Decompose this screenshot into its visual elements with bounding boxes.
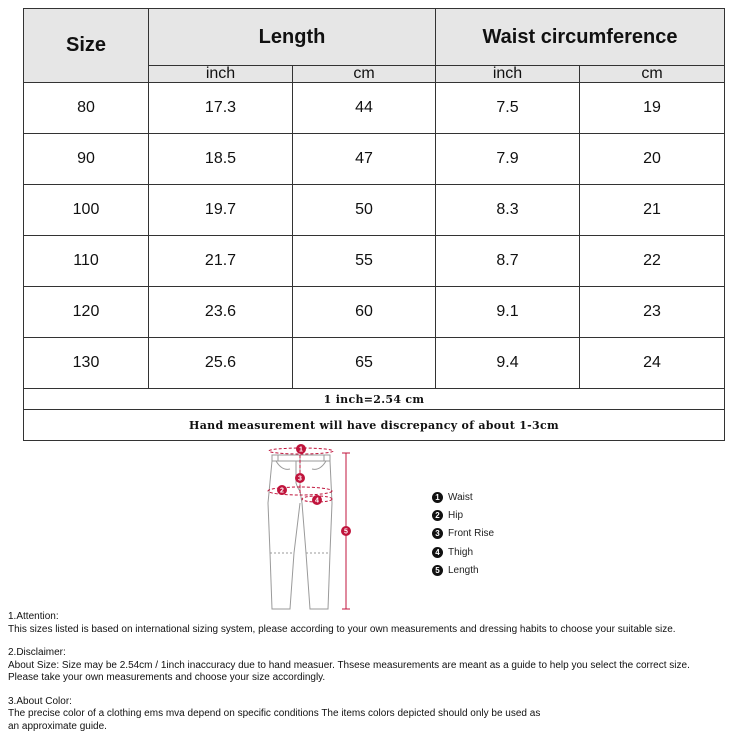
waist-inch-cell: 9.4 [436,338,580,389]
legend-item [432,506,494,524]
legend-item [432,543,494,561]
length-inch-cell: 18.5 [149,134,293,185]
attention-title: 1.Attention: [8,611,59,622]
table-row [24,338,725,389]
number-icon: 1 [432,492,443,503]
table-row [24,236,725,287]
waist-header: Waist circumference [436,9,725,66]
marker-label: 4 [315,497,319,505]
color-title: 3.About Color: [8,695,72,707]
length-cm-cell: 50 [293,185,436,236]
disclaimer-title: 2.Disclaimer: [8,647,66,658]
legend-label: Thigh [448,546,474,558]
size-cell: 100 [24,185,149,236]
waist-cm-cell: 20 [580,134,725,185]
legend-item [432,561,494,579]
size-cell: 90 [24,134,149,185]
length-inch-cell: 23.6 [149,287,293,338]
length-inch-cell: 17.3 [149,83,293,134]
length-inch-cell: 21.7 [149,236,293,287]
color-text: The precise color of a clothing ems mva depend on specific conditions The items colors depicted should only be used as [8,708,541,719]
notes-section [8,611,748,733]
legend-label: Length [448,564,479,576]
color-text: an approximate guide. [8,720,107,732]
legend-item [432,488,494,506]
size-cell: 80 [24,83,149,134]
size-cell: 130 [24,338,149,389]
size-cell: 120 [24,287,149,338]
marker-label: 1 [299,446,303,454]
header-row [24,9,725,66]
length-cm-cell: 55 [293,236,436,287]
attention-text: This sizes listed is based on international sizing system, please according to your own measurements and dressing habits to choose your suitable size. [8,623,676,635]
measurement-legend [432,488,494,579]
number-icon: 3 [432,528,443,539]
table-row [24,287,725,338]
discrepancy-note: Hand measurement will have discrepancy of about 1-3cm [24,410,725,441]
length-cm-cell: 65 [293,338,436,389]
waist-cm-cell: 24 [580,338,725,389]
pants-illustration [262,443,362,615]
disclaimer-text: Please take your own measurements and choose your size accordingly. [8,672,326,683]
waist-inch-cell: 8.7 [436,236,580,287]
disclaimer-text: About Size: Size may be 2.54cm / 1inch inaccuracy due to hand measuer. Thsese measurements are meant as a guide to help you select the correct size. [8,659,690,671]
marker-label: 5 [344,528,348,536]
legend-label: Front Rise [448,528,495,540]
size-cell: 110 [24,236,149,287]
number-icon: 5 [432,565,443,576]
table-row [24,134,725,185]
legend-label: Hip [448,509,464,521]
table-row [24,185,725,236]
waist-inch-cell: 9.1 [436,287,580,338]
marker-label: 3 [298,475,302,483]
size-chart-table [23,8,725,441]
unit-cm: cm [580,66,725,83]
waist-cm-cell: 22 [580,236,725,287]
waist-cm-cell: 19 [580,83,725,134]
length-cm-cell: 44 [293,83,436,134]
unit-inch: inch [149,66,293,83]
table-row [24,83,725,134]
waist-inch-cell: 8.3 [436,185,580,236]
waist-cm-cell: 23 [580,287,725,338]
conversion-note: 1 inch=2.54 cm [24,389,725,410]
length-cm-cell: 47 [293,134,436,185]
length-cm-cell: 60 [293,287,436,338]
legend-label: Waist [448,491,473,503]
discrepancy-note-row [24,410,725,441]
waist-cm-cell: 21 [580,185,725,236]
length-header: Length [149,9,436,66]
length-inch-cell: 19.7 [149,185,293,236]
marker-label: 2 [280,487,284,495]
number-icon: 4 [432,547,443,558]
waist-inch-cell: 7.9 [436,134,580,185]
waist-inch-cell: 7.5 [436,83,580,134]
conversion-note-row [24,389,725,410]
unit-inch: inch [436,66,580,83]
number-icon: 2 [432,510,443,521]
legend-item [432,525,494,543]
length-inch-cell: 25.6 [149,338,293,389]
pants-diagram [262,443,362,615]
size-header: Size [24,9,149,83]
unit-cm: cm [293,66,436,83]
